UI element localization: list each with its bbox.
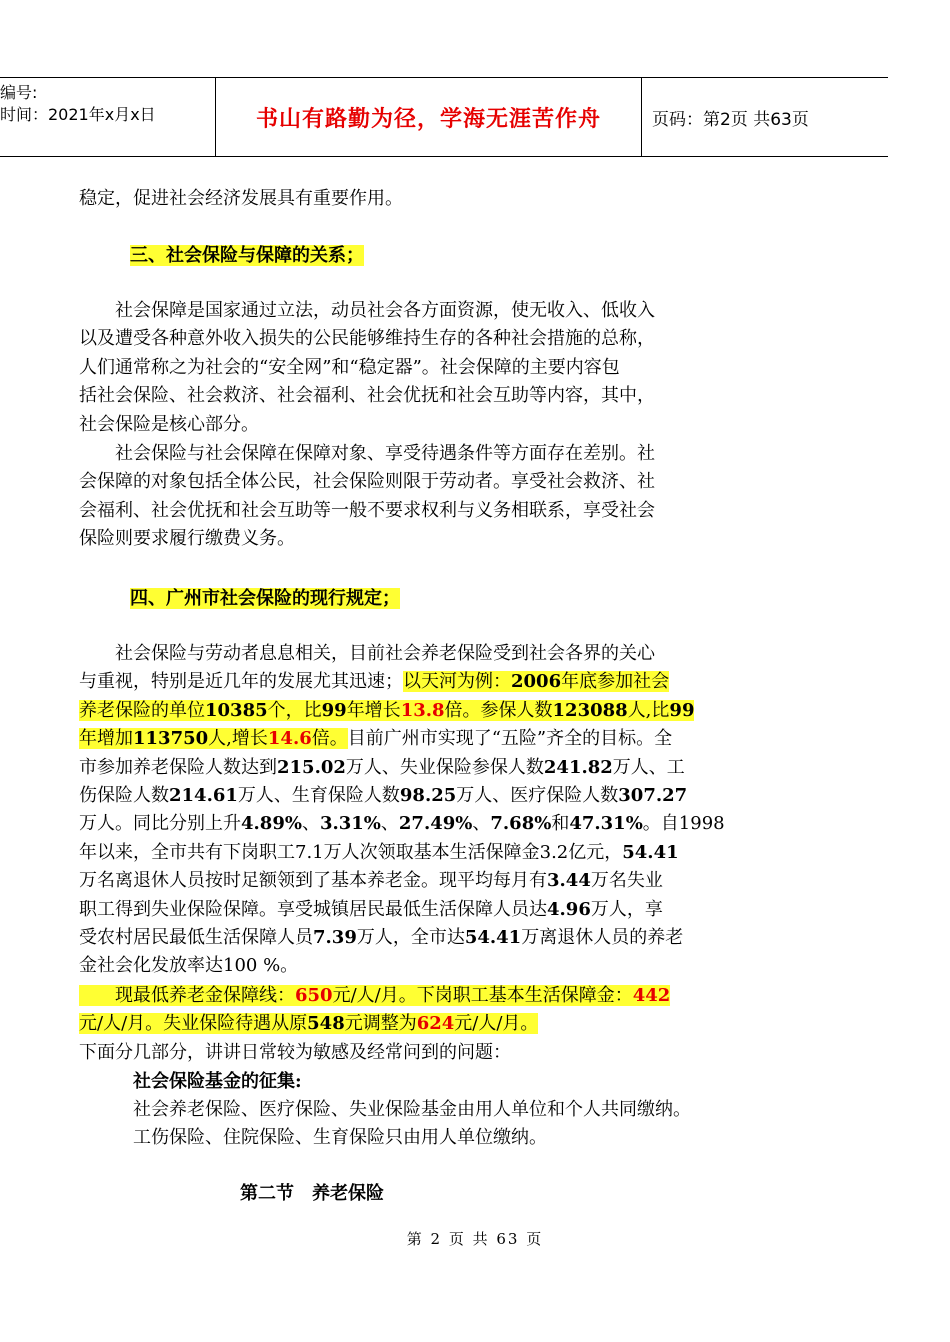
- header-motto: 书山有路勤为径，学海无涯苦作舟: [255, 106, 601, 132]
- page-footer: 第 2 页 共 63 页: [406, 1230, 544, 1248]
- section3-paragraph-1: 社会保障是国家通过立法，动员社会各方面资源，使无收入、低收入 以及遭受各种意外收入损失的公民能够维持生存的各种社会措施的总称， 人们通常称之为社会的“安全网”和“稳定器”。社会保障的主要内容包 括社会保险、社会救济、社会福利、社会优抚和社会互助等内容，其中， 社会保险是核心部分。: [79, 300, 655, 435]
- section-title: 第二节 养老保险: [240, 1183, 384, 1204]
- header-motto-cell: [216, 78, 642, 156]
- page-header: [0, 77, 888, 157]
- time-label: 时间：2021年x月x日: [0, 105, 156, 124]
- fund-paragraph: 社会养老保险、医疗保险、失业保险基金由用人单位和个人共同缴纳。 工伤保险、住院保险、生育保险只由用人单位缴纳。: [133, 1099, 691, 1149]
- fund-heading: 社会保险基金的征集:: [133, 1071, 302, 1092]
- serial-label: 编号:: [0, 83, 38, 102]
- header-page-info: 页码：第2页 共63页: [652, 109, 809, 130]
- header-left-cell: [0, 78, 216, 156]
- section3-paragraph-2: 社会保险与社会保障在保障对象、享受待遇条件等方面存在差别。社 会保障的对象包括全体公民，社会保险则限于劳动者。享受社会救济、社 会福利、社会优抚和社会互助等一般不要求权利与义务相联系，享受社会 保险则要求履行缴费义务。: [79, 443, 655, 550]
- section4-heading: 四、广州市社会保险的现行规定；: [130, 588, 400, 609]
- section3-heading: 三、社会保险与保障的关系；: [130, 245, 364, 266]
- section4-paragraph-2: 现最低养老金保障线：650元/人/月。下岗职工基本生活保障金：442 元/人/月。失业保险待遇从原548元调整为624元/人/月。 下面分几部分，讲讲日常较为敏感及经常问到的问题：: [79, 982, 797, 1067]
- intro-text: 下面分几部分，讲讲日常较为敏感及经常问到的问题：: [79, 1041, 511, 1063]
- section4-paragraph-1: 社会保险与劳动者息息相关，目前社会养老保险受到社会各界的关心 与重视，特别是近几年的发展尤其迅速；以天河为例：2006年底参加社会 养老保险的单位10385个，比99年增长13.8倍。参保人数123088人,比99 年增加113750人,增长14.6倍。目前广州市实现了“五险”齐全的目标。全 市参加养老保险人数达到215.02万人、失业保险参保人数241.82万人、工 伤保险人数214.61万人、生育保险人数98.25万人、医疗保险人数307.27 万人。同比分别上升4.89%、3.31%、27.49%、7.68%和47.31%。自1998 年以来，全市共有下岗职工7.1万人次领取基本生活保障金3.2亿元，54.41 万名离退休人员按时足额领到了基本养老金。现平均每月有3.44万名失业 职工得到失业保险保障。享受城镇居民最低生活保障人员达4.96万人，享 受农村居民最低生活保障人员7.39万人，全市达54.41万离退休人员的养老 金社会化发放率达100 %。: [79, 643, 725, 977]
- continuation-text: 稳定，促进社会经济发展具有重要作用。: [79, 188, 403, 209]
